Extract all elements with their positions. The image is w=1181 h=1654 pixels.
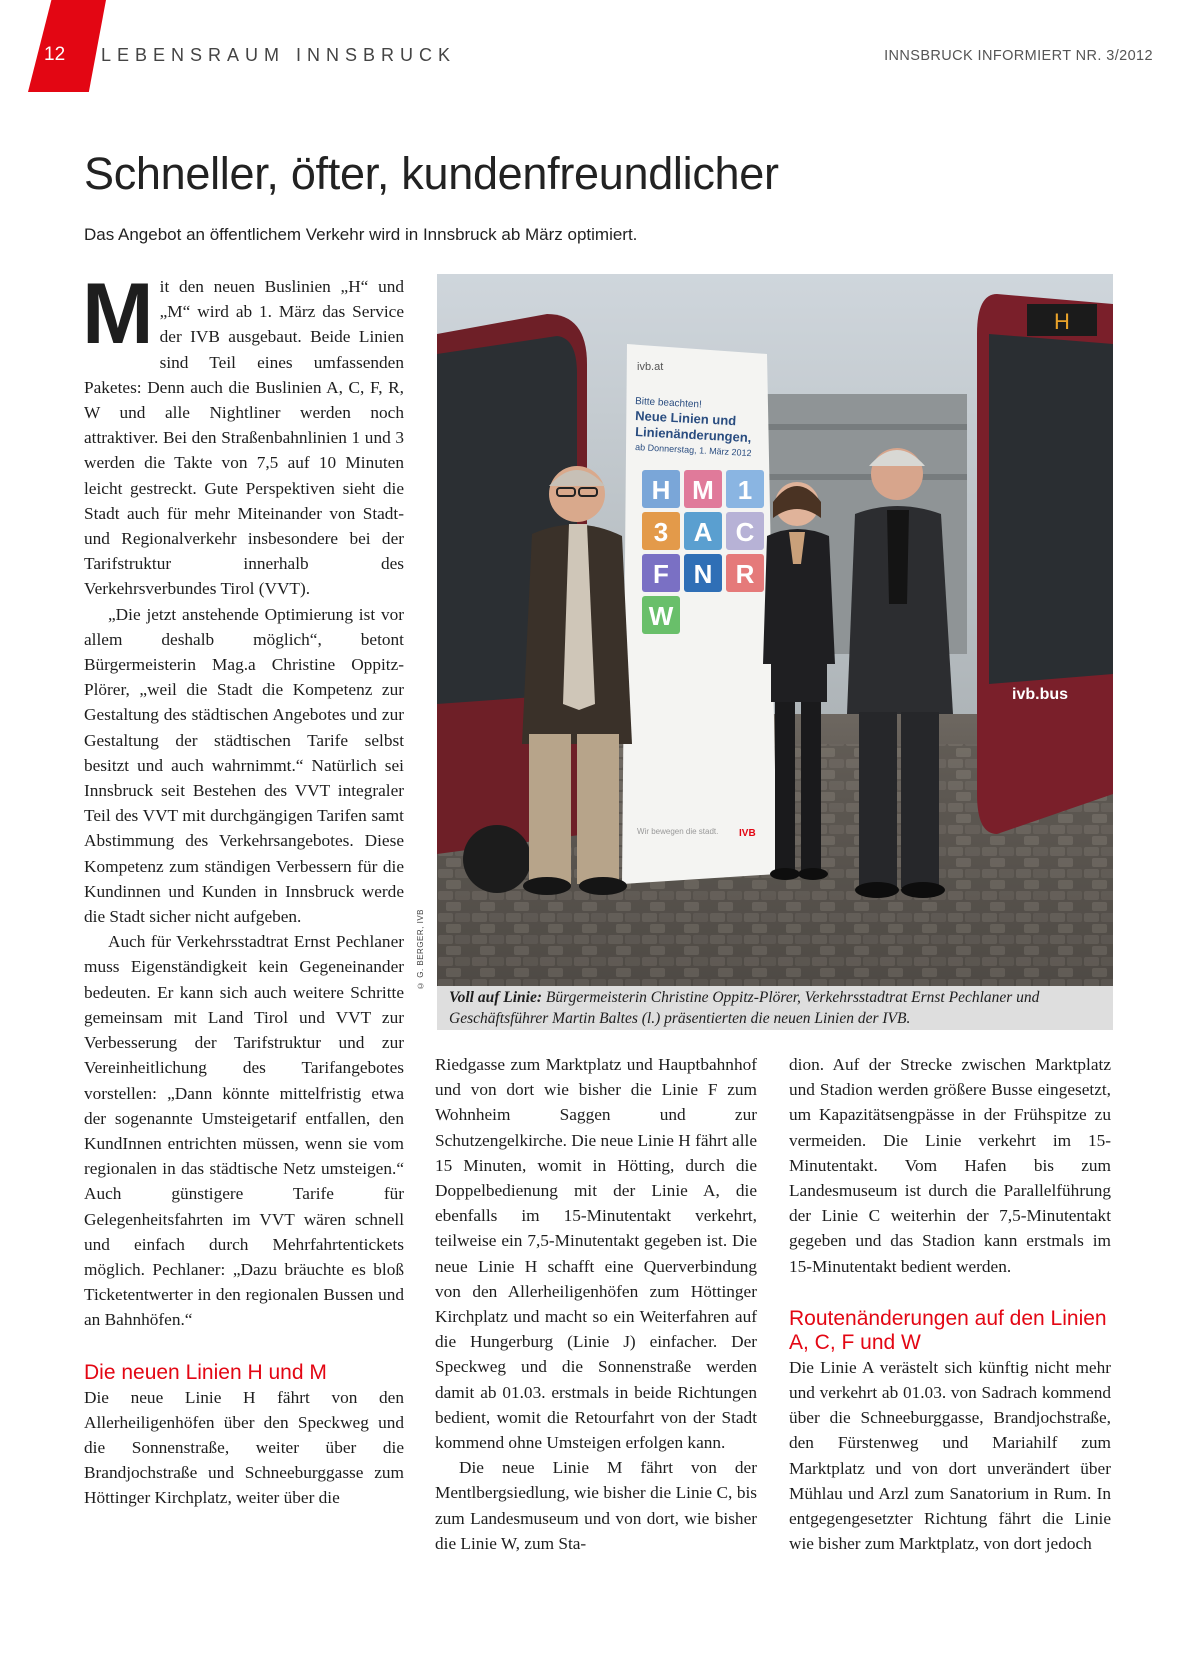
photo-credit: © G. BERGER, IVB: [416, 908, 425, 990]
sign-line-2: Neue Linien und: [634, 408, 737, 429]
paragraph: Die neue Linie M fährt von der Mentlbergsiedlung, wie bisher die Linie C, bis zum Landesmuseum und von dort, wie bisher die Linie W, zum Sta-: [435, 1458, 757, 1553]
sign-line-4: ab Donnerstag, 1. März 2012: [634, 442, 752, 459]
page-number: 12: [44, 44, 66, 65]
line-tile-label: W: [648, 601, 674, 631]
subheading: Routenänderungen auf den Linien A, C, F und W: [789, 1306, 1107, 1354]
photo-illustration: [437, 274, 1113, 986]
article-title: Schneller, öfter, kundenfreundlicher: [84, 148, 779, 199]
sign-brand: IVB: [739, 828, 756, 839]
paragraph-text: it den neuen Buslinien „H“ und „M“ wird ab 1. März das Service der IVB ausgebaut. Beide Linien sind Teil eines umfassenden Paketes: Denn auch die Buslinien A, C, F, R, W und alle Nightliner werden noch attraktiver. Bei den Straßenbahnlinien 1 und 3 werden die Takte von 7,5 auf 10 Minuten leicht gestreckt. Gute Perspektiven sieht die Stadt auch für mehr Miteinander von Stadt- und Regionalverkehr insbesondere bei der Tarifstruktur innerhalb des Verkehrsverbundes Tirol (VVT).: [84, 277, 404, 599]
article-column-3: [789, 1052, 1111, 1556]
issue-label: INNSBRUCK INFORMIERT NR. 3/2012: [884, 48, 1153, 64]
sign-line-3: Linienänderungen,: [634, 424, 752, 446]
line-tile-label: A: [693, 517, 713, 547]
paragraph: dion. Auf der Strecke zwischen Marktplatz und Stadion werden größere Busse eingesetzt, um Kapazitätsengpässe in der Frühspitze zu vermeiden. Die Linie verkehrt im 15-Minutentakt. Vom Hafen bis zum Landesmuseum ist durch die Parallelführung der Linie C weiterhin der 7,5-Minutentakt gegeben und das Stadion kann erstmals im 15-Minutentakt bedient werden.: [789, 1055, 1111, 1276]
caption-lead: Voll auf Linie:: [449, 989, 543, 1006]
line-tile-label: F: [653, 559, 669, 589]
info-sign: [622, 344, 777, 884]
paragraph: Die Linie A verästelt sich künftig nicht mehr und verkehrt ab 01.03. von Sadrach kommend über die Schneeburggasse, Brandjochstraße, den Fürstenweg und Mariahilf zum Marktplatz und von dort unverändert über Mühlau und Arzl zum Sanatorium in Rum. In entgegengesetzter Richtung fährt die Linie wie bisher zum Marktplatz, von dort jedoch: [789, 1357, 1111, 1554]
paragraph: Auch für Verkehrsstadtrat Ernst Pechlaner muss Eigenständigkeit kein Gegeneinander bedeuten. Er kann sich auch weitere Schritte gemeinsam mit Land Tirol und VVT zur Verbesserung der Tarifstruktur und zur Vereinheitlichung des Tarifangebotes vorstellen: „Dann könnte mittelfristig etwa der sogenannte Umsteigetarif entfallen, den KundInnen entrichten müssen, wenn sie vom regionalen in das städtische Netz umsteigen.“ Auch günstigere Tarife für Gelegenheitsfahrten im VVT wären schnell und einfach durch Mehrfahrtentickets möglich. Pechlaner: „Dazu bräuchte es bloß Ticketentwerter in den regionalen Bussen und an Bahnhöfen.“: [84, 932, 404, 1330]
article-photo: [437, 274, 1113, 986]
paragraph: [82, 266, 404, 602]
dropcap: M: [82, 266, 154, 362]
line-tile-label: C: [735, 517, 755, 547]
article-column-2: [435, 1052, 757, 1556]
paragraph: Riedgasse zum Marktplatz und Hauptbahnhof und von dort wie bisher die Linie F zum Wohnheim Saggen und zur Schutzengelkirche. Die neue Linie H fährt alle 15 Minuten, womit in Hötting, durch die Doppelbedienung mit der Linie A, die ebenfalls im 15-Minutentakt verkehrt, teilweise ein 7,5-Minutentakt gegeben ist. Die neue Linie H schafft eine Querverbindung von den Allerheiligenhöfen zum Höttinger Kirchplatz und macht so ein Weiterfahren auf die Hungerburg (Linie J) einfacher. Der Speckweg und die Sonnenstraße werden damit ab 01.03. erstmals in beide Richtungen bedient, womit die Retourfahrt von der Stadt kommend ohne Umsteigen erfolgen kann.: [435, 1055, 757, 1453]
line-tile-label: 3: [653, 517, 669, 547]
line-tile-label: R: [735, 559, 755, 589]
section-label: LEBENSRAUM INNSBRUCK: [101, 45, 457, 65]
line-tile-label: M: [692, 475, 714, 505]
sign-slogan: Wir bewegen die stadt.: [637, 827, 719, 836]
photo-caption: [437, 986, 1113, 1030]
bus-logo: ivb.bus: [1012, 686, 1069, 703]
sign-logo: ivb.at: [637, 361, 664, 373]
page-number-tab: [28, 0, 106, 92]
subheading: Die neuen Linien H und M: [84, 1360, 327, 1384]
paragraph: „Die jetzt anstehende Optimierung ist vor allem deshalb möglich“, betont Bürgermeisterin Mag.a Christine Oppitz-Plörer, „weil die Stadt die Kompetenz zur Gestaltung des städtischen Angebotes und zur Gestaltung der städtischen Tarife selbst besitzt und auch wahrnimmt.“ Natürlich sei Innsbruck seit Bestehen des VVT integraler Teil des VVT mit durchgängigen Tarifen samt Abstimmung des Verkehrsangebotes. Diese Kompetenz zum ständigen Verbessern für die Kundinnen und Kunden in Innsbruck werde die Stadt sicher nicht aufgeben.: [84, 604, 404, 927]
paragraph: Die neue Linie H fährt von den Allerheiligenhöfen über den Speckweg und die Sonnenstraße, weiter über die Brandjochstraße und Schneeburggasse zum Höttinger Kirchplatz, weiter über die: [84, 1387, 404, 1508]
bus-destination-sign: H: [1054, 309, 1070, 334]
sign-line-1: Bitte beachten!: [634, 396, 703, 411]
line-tile-label: 1: [737, 475, 753, 505]
line-tile-label: N: [693, 559, 713, 589]
article-subtitle: Das Angebot an öffentlichem Verkehr wird in Innsbruck ab März optimiert.: [84, 225, 638, 244]
caption-text: Bürgermeisterin Christine Oppitz-Plörer, Verkehrsstadtrat Ernst Pechlaner und Geschäftsführer Martin Baltes (l.) präsentierten die neuen Linien der IVB.: [449, 989, 1040, 1027]
line-tile-label: H: [651, 475, 671, 505]
article-column-1: [82, 266, 404, 1511]
